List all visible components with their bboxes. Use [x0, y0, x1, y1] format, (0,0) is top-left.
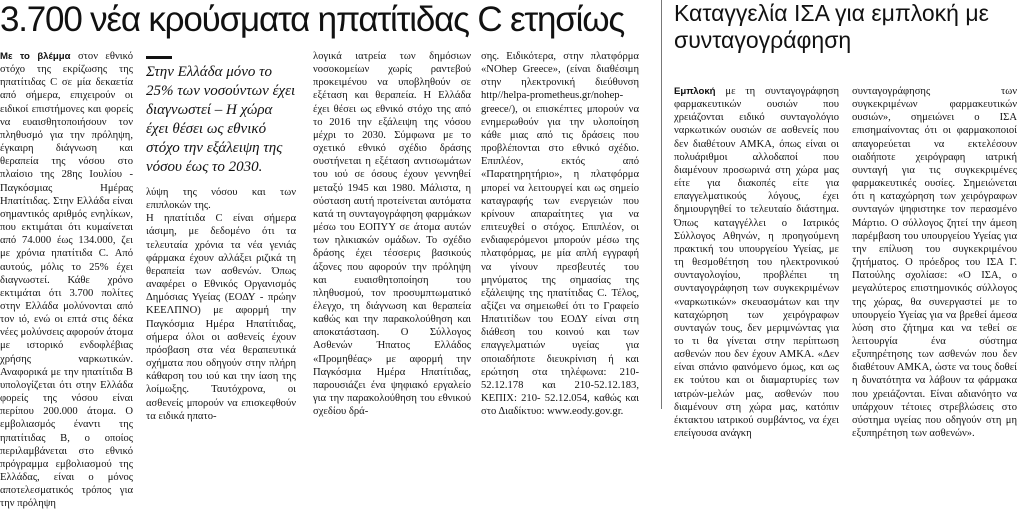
main-lead-in: Με το βλέμμα	[0, 51, 78, 62]
main-column-2	[146, 56, 296, 422]
side-column-2: συνταγογράφησης των συγκεκριμένων φαρμακευτικών ουσιών», σημειώνει ο ΙΣΑ επισημαίνοντας ότι οι φαρμακοποιοί απαγορεύεται να εκτελέσουν οιαδήποτε χειρόγραφη ιατρική συνταγή για τις συγκεκριμένες φαρμακευτικές ουσίες. Σημειώνεται ότι η καταχώρηση των χειρόγραφων συνταγών ψηφιστηκε τον περασμένο Μάρτιο. Ο σύλλογος ζητεί την άμεση παρέμβαση του υπουργείου Υγείας για την επίλυση του συγκεκριμένου ζητήματος. Ο πρόεδρος του ΙΣΑ Γ. Πατούλης σχολίασε: «Ο ΙΣΑ, ο μεγαλύτερος επιστημονικός σύλλογος της χώρας, θα συνεργαστεί με το υπουργείο Υγείας για να βρεθεί άμεσα λύση στο ζήτημα και να τεθεί σε λειτουργία ένα σύστημα εξυπηρέτησης των ασθενών που δεν διαθέτουν ΑΜΚΑ, ώστε να τους δοθεί η δυνατότητα να λάβουν τα φάρμακα που χρειάζονται. Είναι αδιανόητο να υπάρχουν τέτοιες στρεβλώσεις στο σύστημα υγείας που οδηγούν στη μη εξυπηρέτηση των ασθενών».	[852, 86, 1017, 440]
main-column-4: σης. Ειδικότερα, στην πλατφόρμα «NOhep Greece», (είναι διαθέσιμη στην ηλεκτρονική διεύθυνση http//helpa-prometheus.gr/nohep-greece/), οι επισκέπτες μπορούν να ενημερωθούν για την υλοποίηση κάθε μιας από τις δράσεις που προβλέπονται στο εθνικό σχέδιο. Επιπλέον, εκτός από «Παρατηρητήριο», η πλατφόρμα μπορεί να λειτουργεί και ως σημείο καταγραφής των ενεργειών που κρίνουν απαραίτητες για να επιτευχθεί ο στόχος. Επιπλέον, οι ενδιαφερόμενοι μπορούν μέσω της πλατφόρμας, με μία απλή εγγραφή να γίνουν πρεσβευτές του μηνύματος της σημασίας της εξάλειψης της ηπατίτιδας C. Τέλος, αξίζει να σημειωθεί ότι το Γραφείο Ηπατιτίδων του ΕΟΔΥ είναι στη διάθεση του κοινού και των επαγγελματιών υγείας για οποιαδήποτε διευκρίνιση ή και ερώτηση στα τηλέφωνα: 210-52.12.178 και 210-52.12.183, ΚΕΠΙΧ: 210- 52.12.054, καθώς και στο Διαδίκτυο: www.eody.gov.gr.	[481, 51, 639, 418]
main-headline: 3.700 νέα κρούσματα ηπατίτιδας C ετησίως	[0, 0, 625, 39]
pull-quote-rule	[146, 56, 172, 59]
main-column-1	[0, 50, 133, 510]
side-column-1-text: με τη συνταγογράφηση φαρμακευτικών ουσιών που χρειάζονται ειδικό συνταγολόγιο ναρκωτικών ουσιών σε ασθενείς που δεν διαθέτουν ΑΜΚΑ, όπως είναι οι πολυάριθμοι αλλοδαποί που διαμένουν προσωρινά στη χώρα μας είτε για διακοπές είτε για επαγγελματικούς λόγους, έχει δημιουργηθεί το τελευταίο διάστημα. Όπως καταγγέλλει ο Ιατρικός Σύλλογος Αθηνών, η προηγούμενη πρακτική του υπουργείου Υγείας, με τη θεσμοθέτηση του ηλεκτρονικού συνταγολογίου, προβλέπει τη συνταγογράφηση των συγκεκριμένων «ναρκωτικών» σκευασμάτων και την καταχώρηση των χειρόγραφων συνταγών τους, δεν μεριμνώντας για το τι θα γίνεται στην περίπτωση ασθενών που δεν έχουν ΑΜΚΑ. «Δεν είναι σπάνιο φαινόμενο όμως, και ως εκ τούτου και οι διαμαρτυρίες των ιατρών-μελών μας, ασθενών που διαμένουν στη χώρα μας, κατόπιν έκτακτου ιατρικού συμβάντος, να έχει επείγουσα ανάγκη	[674, 86, 839, 440]
column-divider	[661, 0, 662, 409]
main-column-3: λογικά ιατρεία των δημόσιων νοσοκομείων χωρίς ραντεβού προκειμένου να υποβληθούν σε εξέταση και θεραπεία. Η Ελλάδα έχει θέσει ως εθνικό στόχο της από το 2016 την εξάλειψη της νόσου μέχρι το 2030. Σύμφωνα με το σχετικό εθνικό σχέδιο δράσης συστήνεται η εξέταση αντισωμάτων του ιού σε όσους έχουν γεννηθεί μεταξύ 1945 και 1980. Μάλιστα, η σύσταση αυτή προτείνεται αυτόματα κατά τη συνταγογράφηση φαρμάκων μέσω του ΕΟΠΥΥ σε άτομα αυτών των ηλικιακών ομάδων. Το σχέδιο δράσης έχει τέσσερις βασικούς άξονες που αφορούν την πρόληψη και ευαισθητοποίηση του πληθυσμού, τον προσυμπτωματικό έλεγχο, τη διάγνωση και θεραπεία καθώς και την παρακολούθηση και αποκατάσταση. Ο Σύλλογος Ασθενών Ήπατος Ελλάδος «Προμηθέας» με αφορμή την Παγκόσμια Ημέρα Ηπατίτιδας, παρουσιάζει ένα ψηφιακό εργαλείο για την παρακολούθηση του εθνικού σχεδίου δρά-	[313, 51, 471, 418]
pull-quote: Στην Ελλάδα μόνο το 25% των νοσούντων έχει διαγνωστεί – Η χώρα έχει θέσει ως εθνικό στόχο την εξάλειψη της νόσου έως το 2030.	[146, 64, 296, 175]
side-headline: Καταγγελία ΙΣΑ για εμπλοκή με συνταγογράφηση	[674, 0, 989, 53]
side-article	[674, 0, 1023, 440]
side-column-1	[674, 85, 839, 440]
main-column-2-paragraph: λύψη της νόσου και των επιπλοκών της.	[146, 187, 296, 212]
main-column-1-text: στον εθνικό στόχο της εκρίζωσης της ηπατίτιδας C σε μία δεκαετία από σήμερα, επιχειρούν οι ειδικοί επιστήμονες και φορείς να ευαισθητοποιήσουν τον πληθυσμό για την πρόληψη, έγκαιρη διάγνωση και θεραπεία της νόσου στο πλαίσιο της 28ης Ιουλίου - Παγκόσμιας Ημέρας Ηπατίτιδας. Στην Ελλάδα είναι σημαντικός αριθμός ενηλίκων, που εκτιμάται ότι κυμαίνεται από 74.000 έως 134.000, ζει με χρόνια ηπατίτιδα C. Από αυτούς, μόλις το 25% έχει διαγνωστεί. Κάθε χρόνο εκτιμάται ότι 3.700 πολίτες στην Ελλάδα μολύνονται από τον ιό, ενώ οι επτά στις δέκα νέες μολύνσεις αφορούν άτομα με ιστορικό ενδοφλέβιας χρήσης ναρκωτικών. Αναφορικά με την ηπατίτιδα Β υπολογίζεται ότι στην Ελλάδα φορείς της νόσου είναι περίπου 200.000 άτομα. Ο εμβολιασμός έναντι της ηπατίτιδας Β, ο οποίος περιλαμβάνεται στο εθνικό πρόγραμμα εμβολιασμού της Ελλάδας, είναι ο μόνος αποτελεσματικός τρόπος για την πρόληψη	[0, 51, 133, 510]
main-column-2-paragraph: Η ηπατίτιδα C είναι σήμερα ιάσιμη, με δεδομένο ότι τα τελευταία χρόνια τα νέα γενιάς φάρμακα έχουν αλλάξει ριζικά τη θεραπεία των ασθενών. Όπως αναφέρει ο Εθνικός Οργανισμός Δημόσιας Υγείας (ΕΟΔΥ - πρώην ΚΕΕΛΠΝΟ) με αφορμή την Παγκόσμια Ημέρα Ηπατίτιδας, σήμερα όλοι οι ασθενείς έχουν πρόσβαση στα νέα θεραπευτικά σχήματα που οδηγούν στην πλήρη κάθαρση του ιού και την ίαση της λοίμωξης. Ταυτόχρονα, οι ασθενείς μπορούν να επισκεφθούν τα ειδικά ηπατο-	[146, 213, 296, 422]
side-lead-in: Εμπλοκή	[674, 86, 726, 97]
